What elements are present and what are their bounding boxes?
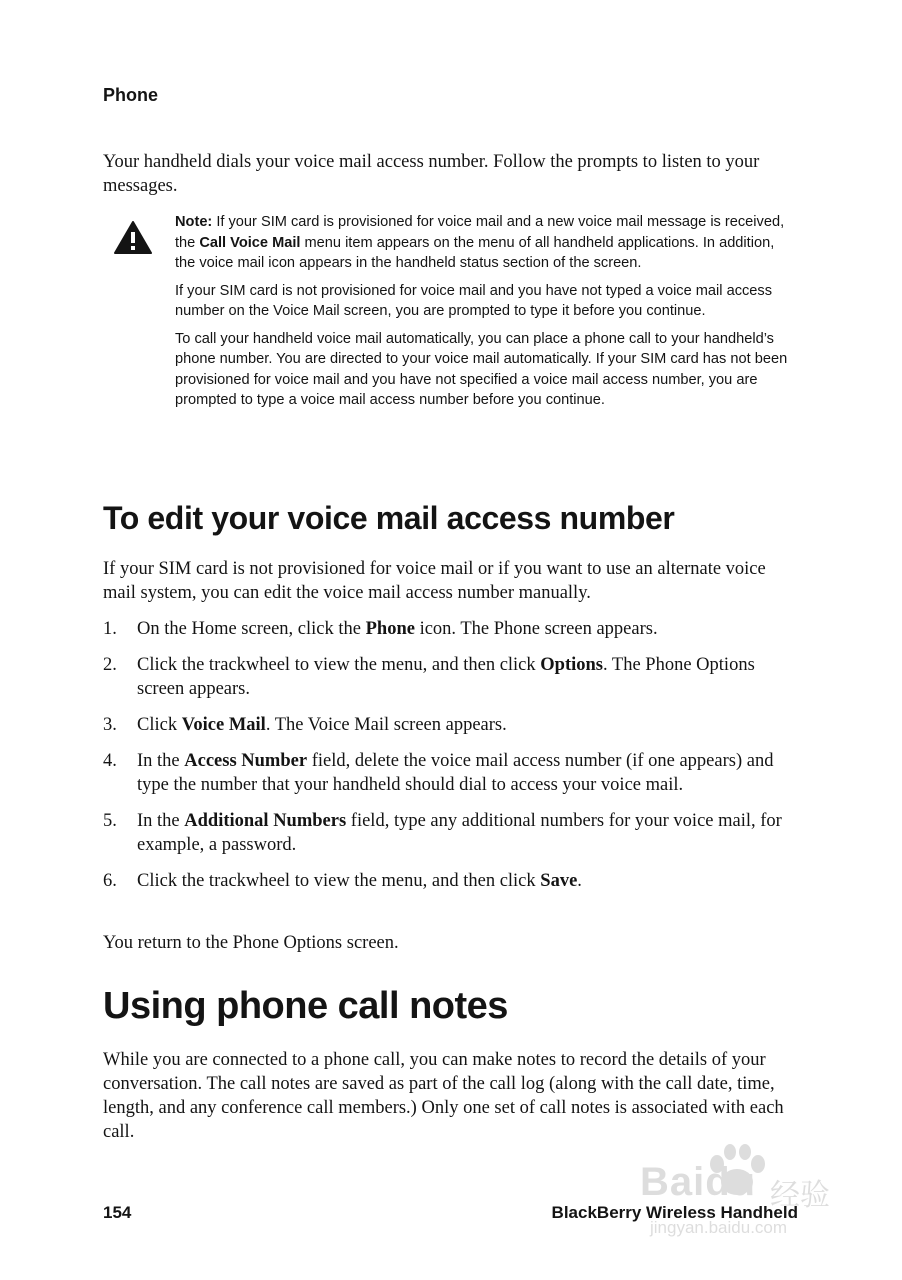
watermark-brand: Baidu: [640, 1160, 757, 1204]
ui-term: Access Number: [184, 751, 308, 771]
baidu-watermark: [640, 1140, 850, 1250]
note-paragraph-1: Note: If your SIM card is provisioned for voice mail and a new voice mail message is received, the Call Voice Mail menu item appears on the menu of all handheld applications. In addition, the voice mail icon appears in the handheld status section of the screen.: [175, 214, 785, 271]
ui-term: Additional Numbers: [184, 811, 347, 831]
note-callout: [113, 212, 803, 418]
ui-term: Options: [540, 655, 603, 675]
step-item: 3. Click Voice Mail. The Voice Mail screen appears.: [103, 715, 507, 735]
ui-term: Save: [540, 871, 578, 891]
intro-paragraph: Your handheld dials your voice mail access number. Follow the prompts to listen to your messages.: [103, 152, 760, 196]
result-paragraph: You return to the Phone Options screen.: [103, 933, 399, 953]
ui-term: Voice Mail: [181, 715, 266, 735]
section-heading-call-notes: Using phone call notes: [103, 985, 508, 1027]
section-heading-edit-voice-mail: To edit your voice mail access number: [103, 500, 675, 536]
page-number: 154: [103, 1203, 132, 1222]
note-paragraph-2: If your SIM card is not provisioned for voice mail and you have not typed a voice mail access number on the Voice Mail screen, you are prompted to type it before you continue.: [175, 282, 773, 319]
call-notes-paragraph: While you are connected to a phone call, you can make notes to record the details of your conversation. The call notes are saved as part of the call log (along with the call date, time, length, and any conference call members.) Only one set of call notes is associated with each call.: [103, 1050, 784, 1142]
watermark-brand-cn: 经验: [770, 1178, 830, 1213]
ui-term: Phone: [365, 619, 415, 639]
running-head: Phone: [103, 85, 159, 105]
step-item: 2. Click the trackwheel to view the menu, and then click Options. The Phone Options screen appears.: [103, 655, 755, 699]
note-label: Note:: [175, 214, 213, 230]
menu-item-name: Call Voice Mail: [199, 234, 301, 251]
procedure-steps: [103, 617, 803, 905]
step-item: 1. On the Home screen, click the Phone icon. The Phone screen appears.: [103, 619, 658, 639]
step-item: 6. Click the trackwheel to view the menu, and then click Save.: [103, 871, 582, 891]
watermark-url: jingyan.baidu.com: [650, 1218, 788, 1237]
note-paragraph-3: To call your handheld voice mail automatically, you can place a phone call to your handheld’s phone number. You are directed to your voice mail automatically. If your SIM card has not been provisioned for voice mail and you have not specified a voice mail access number, you are prompted to type a voice mail access number before you continue.: [175, 330, 788, 408]
step-item: 4. In the Access Number field, delete the voice mail access number (if one appears) and type the number that your handheld should dial to access your voice mail.: [103, 751, 774, 795]
section-intro-paragraph: If your SIM card is not provisioned for voice mail or if you want to use an alternate voice mail system, you can edit the voice mail access number manually.: [103, 559, 766, 603]
warning-icon: [113, 220, 153, 256]
step-item: 5. In the Additional Numbers field, type any additional numbers for your voice mail, for example, a password.: [103, 811, 782, 855]
book-title: BlackBerry Wireless Handheld: [551, 1203, 798, 1222]
